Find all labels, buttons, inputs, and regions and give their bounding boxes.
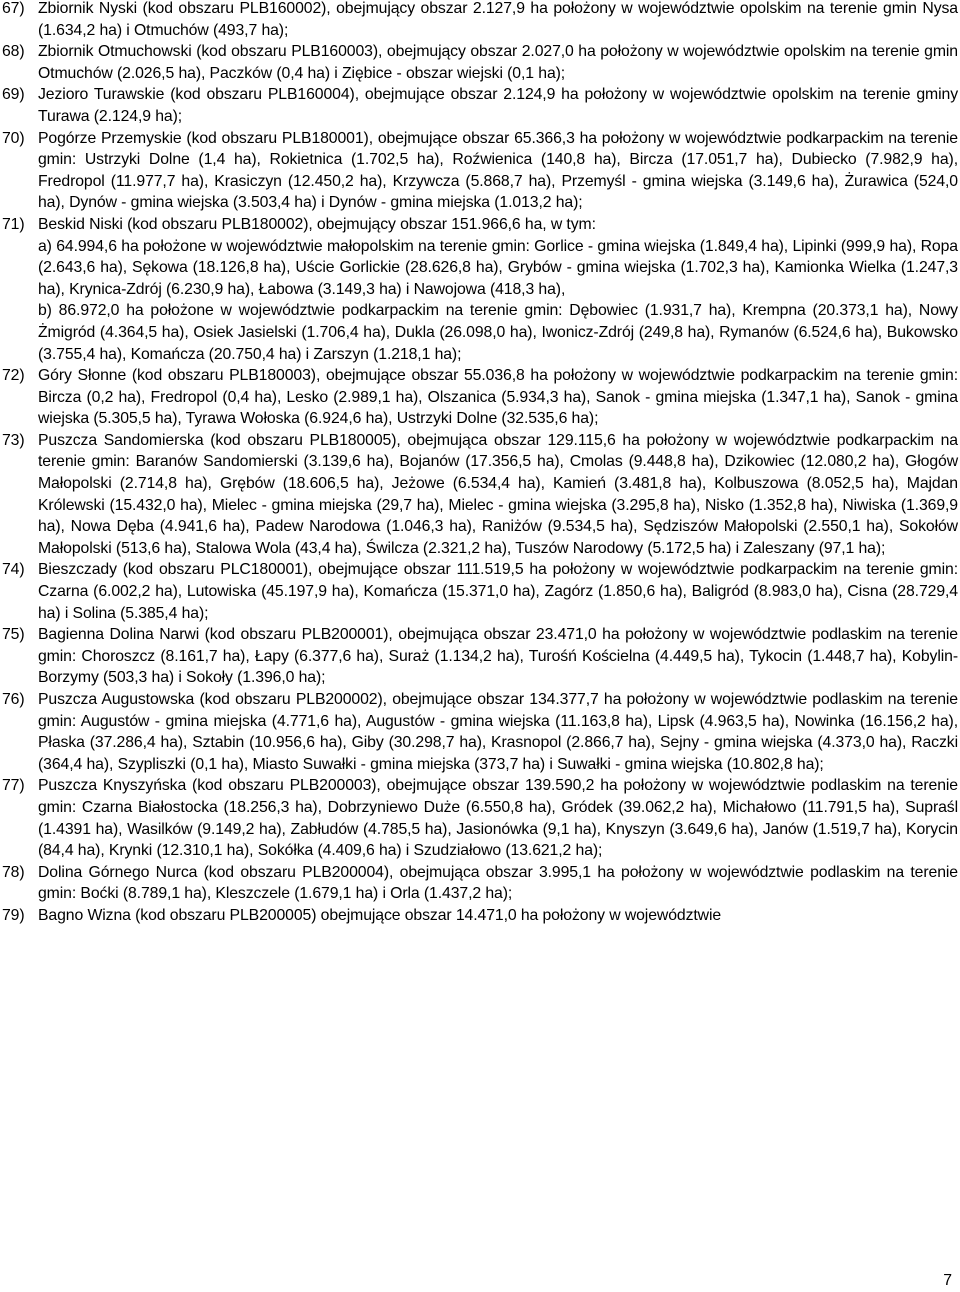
list-item-number: 68) [2, 43, 25, 61]
list-item-number: 72) [2, 367, 25, 385]
list-item-text: Puszcza Sandomierska (kod obszaru PLB180005), obejmująca obszar 129.115,6 ha położony w województwie podkarpackim na terenie gmin: Baranów Sandomierski (3.139,6 ha), Bojanów (17.356,5 ha), Cmolas (9.448,8 ha), Dzikowiec (12.080,2 ha), Głogów Małopolski (2.714,8 ha), Grębów (18.606,5 ha), Jeżowe (6.534,4 ha), Kamień (3.481,8 ha), Kolbuszowa (8.052,5 ha), Majdan Królewski (15.432,0 ha), Mielec - gmina miejska (29,7 ha), Mielec - gmina wiejska (3.295,8 ha), Nisko (1.352,8 ha), Niwiska (1.369,9 ha), Nowa Dęba (4.941,6 ha), Padew Narodowa (1.046,3 ha), Raniżów (9.534,5 ha), Sędziszów Małopolski (2.550,1 ha), Sokołów Małopolski (513,6 ha), Stalowa Wola (43,4 ha), Świlcza (2.321,2 ha), Tuszów Narodowy (5.172,5 ha) i Zaleszany (97,1 ha); [38, 431, 958, 557]
list-item [2, 624, 958, 689]
list-subitem-text: b) 86.972,0 ha położone w województwie podkarpackim na terenie gmin: Dębowiec (1.931,7 ha), Krempna (20.373,1 ha), Nowy Żmigród (4.364,5 ha), Osiek Jasielski (1.706,4 ha), Dukla (26.098,0 ha), Iwonicz-Zdrój (249,8 ha), Rymanów (6.524,6 ha), Bukowsko (3.755,4 ha), Komańcza (20.750,4 ha) i Zarszyn (1.218,1 ha); [38, 302, 958, 363]
list-item [2, 214, 958, 365]
list-item-text: Bagienna Dolina Narwi (kod obszaru PLB200001), obejmująca obszar 23.471,0 ha położony w województwie podlaskim na terenie gmin: Choroszcz (8.161,7 ha), Łapy (6.377,6 ha), Suraż (1.134,2 ha), Turośń Kościelna (4.449,5 ha), Tykocin (1.448,7 ha), Kobylin-Borzymy (503,3 ha) i Sokoły (1.396,0 ha); [38, 626, 958, 687]
list-item [2, 689, 958, 775]
list-item [2, 862, 958, 905]
list-item-number: 77) [2, 777, 25, 795]
list-item-text: Dolina Górnego Nurca (kod obszaru PLB200004), obejmująca obszar 3.995,1 ha położony w województwie podlaskim na terenie gmin: Boćki (8.789,1 ha), Kleszczele (1.679,1 ha) i Orla (1.437,2 ha); [38, 863, 958, 903]
list-item [2, 559, 958, 624]
list-item-text: Bieszczady (kod obszaru PLC180001), obejmujące obszar 111.519,5 ha położony w województwie podkarpackim na terenie gmin: Czarna (6.002,2 ha), Lutowiska (45.197,9 ha), Komańcza (15.371,0 ha), Zagórz (1.850,6 ha), Baligród (8.983,0 ha), Cisna (28.729,4 ha) i Solina (5.385,4 ha); [38, 561, 958, 622]
list-item-number: 74) [2, 561, 25, 579]
list-item-text: Zbiornik Nyski (kod obszaru PLB160002), obejmujący obszar 2.127,9 ha położony w województwie opolskim na terenie gmin Nysa (1.634,2 ha) i Otmuchów (493,7 ha); [38, 0, 958, 39]
list-item-number: 69) [2, 86, 25, 104]
list-subitem-text: a) 64.994,6 ha położone w województwie małopolskim na terenie gmin: Gorlice - gmina wiejska (1.849,4 ha), Lipinki (999,9 ha), Ropa (2.643,6 ha), Sękowa (18.126,8 ha), Uście Gorlickie (28.626,8 ha), Grybów - gmina wiejska (1.702,3 ha), Kamionka Wielka (1.247,3 ha), Krynica-Zdrój (6.230,9 ha), Łabowa (3.149,3 ha) i Nawojowa (418,3 ha), [38, 237, 958, 298]
list-item-number: 67) [2, 0, 25, 17]
list-item-text: Puszcza Augustowska (kod obszaru PLB200002), obejmujące obszar 134.377,7 ha położony w województwie podlaskim na terenie gmin: Augustów - gmina miejska (4.771,6 ha), Augustów - gmina wiejska (11.163,8 ha), Lipsk (4.963,5 ha), Nowinka (16.156,2 ha), Płaska (37.286,4 ha), Sztabin (10.956,6 ha), Giby (30.298,7 ha), Krasnopol (2.866,7 ha), Sejny - gmina wiejska (4.373,0 ha), Raczki (364,4 ha), Szypliszki (0,1 ha), Miasto Suwałki - gmina miejska (373,7 ha) i Suwałki - gmina wiejska (10.802,8 ha); [38, 691, 958, 773]
list-item-number: 73) [2, 431, 25, 449]
list-item-number: 71) [2, 215, 25, 233]
list-item [2, 905, 958, 927]
list-item [2, 41, 958, 84]
list-item-number: 78) [2, 863, 25, 881]
protected-areas-list [2, 0, 958, 927]
list-item [2, 128, 958, 214]
list-item-number: 76) [2, 691, 25, 708]
list-item-text: Puszcza Knyszyńska (kod obszaru PLB200003), obejmujące obszar 139.590,2 ha położony w województwie podlaskim na terenie gmin: Czarna Białostocka (18.256,3 ha), Dobrzyniewo Duże (6.550,8 ha), Gródek (39.062,2 ha), Michałowo (11.791,5 ha), Supraśl (1.4391 ha), Wasilków (9.149,2 ha), Zabłudów (4.785,5 ha), Jasionówka (9,1 ha), Knyszyn (3.649,6 ha), Janów (1.519,7 ha), Korycin (84,4 ha), Krynki (12.310,1 ha), Sokółka (4.409,6 ha) i Szudziałowo (13.621,2 ha); [38, 777, 958, 860]
list-item-number: 75) [2, 626, 25, 644]
list-item-text: Góry Słonne (kod obszaru PLB180003), obejmujące obszar 55.036,8 ha położony w województwie podkarpackim na terenie gmin: Bircza (0,2 ha), Fredropol (0,4 ha), Lesko (2.989,1 ha), Olszanica (5.934,3 ha), Sanok - gmina miejska (1.347,1 ha), Sanok - gmina wiejska (5.305,5 ha), Tyrawa Wołoska (6.924,6 ha), Ustrzyki Dolne (32.535,6 ha); [38, 367, 958, 428]
list-item [2, 365, 958, 430]
list-item-text: Jezioro Turawskie (kod obszaru PLB160004), obejmujące obszar 2.124,9 ha położony w województwie opolskim na terenie gminy Turawa (2.124,9 ha); [38, 86, 958, 125]
list-item-text: Beskid Niski (kod obszaru PLB180002), obejmujący obszar 151.966,6 ha, w tym: [38, 215, 596, 233]
list-item [2, 84, 958, 127]
list-item-text: Pogórze Przemyskie (kod obszaru PLB180001), obejmujące obszar 65.366,3 ha położony w województwie podkarpackim na terenie gmin: Ustrzyki Dolne (1,4 ha), Rokietnica (1.702,5 ha), Roźwienica (140,8 ha), Bircza (17.051,7 ha), Dubiecko (7.982,9 ha), Fredropol (11.977,7 ha), Krasiczyn (12.450,2 ha), Krzywcza (5.868,7 ha), Przemyśl - gmina wiejska (3.149,6 ha), Żurawica (524,0 ha), Dynów - gmina wiejska (3.503,4 ha) i Dynów - gmina miejska (1.013,2 ha); [38, 129, 958, 212]
list-item-text: Bagno Wizna (kod obszaru PLB200005) obejmujące obszar 14.471,0 ha położony w województwie [38, 906, 722, 924]
list-item [2, 775, 958, 861]
list-item [2, 0, 958, 41]
list-item-text: Zbiornik Otmuchowski (kod obszaru PLB160003), obejmujący obszar 2.027,0 ha położony w województwie opolskim na terenie gmin Otmuchów (2.026,5 ha), Paczków (0,4 ha) i Ziębice - obszar wiejski (0,1 ha); [38, 43, 958, 82]
page-number: 7 [943, 1272, 952, 1289]
list-item [2, 430, 958, 560]
list-item-number: 70) [2, 129, 25, 147]
list-item-number: 79) [2, 906, 25, 924]
